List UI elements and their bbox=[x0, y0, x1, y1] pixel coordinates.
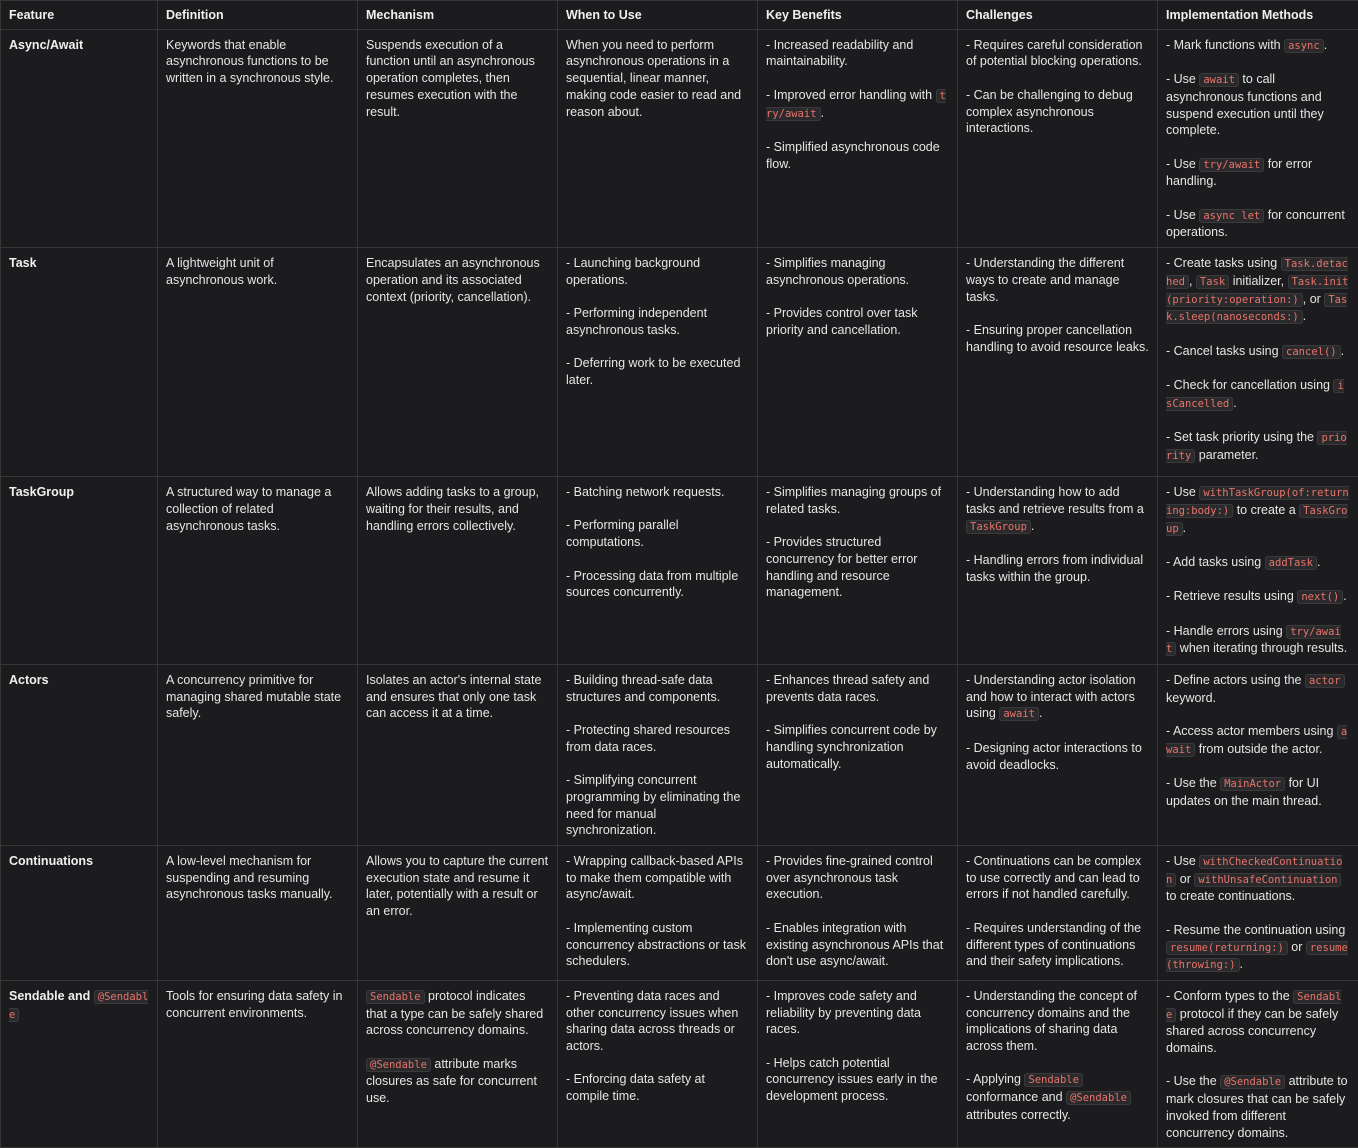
cell-paragraph bbox=[1166, 207, 1350, 241]
feature-cell bbox=[1, 477, 158, 665]
cell-text: - Performing parallel computations. bbox=[566, 518, 679, 549]
table-row bbox=[1, 980, 1358, 1147]
cell-text: conformance and bbox=[966, 1090, 1066, 1104]
cell-text: - Use the bbox=[1166, 776, 1220, 790]
methods-cell bbox=[1158, 980, 1358, 1147]
inline-code: priority bbox=[1166, 431, 1347, 463]
cell-text: - Add tasks using bbox=[1166, 555, 1265, 569]
cell-paragraph bbox=[966, 853, 1149, 903]
definition-cell bbox=[158, 665, 358, 846]
cell-text: - Use bbox=[1166, 485, 1199, 499]
cell-text: A lightweight unit of asynchronous work. bbox=[166, 256, 277, 287]
cell-paragraph bbox=[966, 484, 1149, 535]
cell-paragraph bbox=[566, 355, 749, 388]
cell-paragraph bbox=[1166, 484, 1350, 537]
cell-paragraph bbox=[1166, 429, 1350, 464]
cell-paragraph bbox=[1166, 922, 1350, 974]
definition-cell bbox=[158, 980, 358, 1147]
cell-text: - Understanding the concept of concurrency domains and the implications of sharing data across them. bbox=[966, 989, 1137, 1053]
cell-paragraph bbox=[966, 988, 1149, 1055]
feature-cell bbox=[1, 846, 158, 981]
cell-text: - Cancel tasks using bbox=[1166, 344, 1282, 358]
methods-cell bbox=[1158, 665, 1358, 846]
cell-paragraph bbox=[966, 920, 1149, 970]
cell-paragraph bbox=[766, 534, 949, 601]
cell-text: keyword. bbox=[1166, 691, 1216, 705]
cell-text: - Use bbox=[1166, 72, 1199, 86]
mechanism-cell bbox=[358, 477, 558, 665]
cell-text: protocol if they can be safely shared across concurrency domains. bbox=[1166, 1007, 1338, 1055]
cell-paragraph bbox=[1166, 775, 1350, 809]
cell-paragraph bbox=[566, 672, 749, 705]
cell-paragraph bbox=[1166, 71, 1350, 139]
cell-paragraph bbox=[1166, 377, 1350, 412]
mechanism-cell bbox=[358, 980, 558, 1147]
inline-code: Sendable bbox=[1166, 990, 1341, 1022]
cell-text: attributes correctly. bbox=[966, 1108, 1071, 1122]
cell-paragraph bbox=[966, 552, 1149, 585]
inline-code: Task.sleep(nanoseconds:) bbox=[1166, 293, 1347, 325]
cell-paragraph bbox=[166, 853, 349, 903]
challenges-cell bbox=[958, 248, 1158, 477]
cell-text: - Resume the continuation using bbox=[1166, 923, 1345, 937]
cell-text: - Create tasks using bbox=[1166, 256, 1281, 270]
header-definition: Definition bbox=[158, 1, 358, 30]
cell-paragraph bbox=[966, 255, 1149, 305]
cell-text: - Simplifies concurrent code by handling synchronization automatically. bbox=[766, 723, 937, 770]
cell-text: to create a bbox=[1233, 503, 1299, 517]
cell-text: Task bbox=[9, 256, 37, 270]
cell-text: or bbox=[1176, 872, 1194, 886]
cell-paragraph bbox=[1166, 1073, 1350, 1141]
cell-paragraph bbox=[766, 672, 949, 705]
cell-paragraph bbox=[766, 37, 949, 70]
challenges-cell bbox=[958, 29, 1158, 247]
mechanism-cell bbox=[358, 248, 558, 477]
inline-code: await bbox=[1166, 725, 1347, 757]
cell-text: Actors bbox=[9, 673, 49, 687]
cell-paragraph bbox=[366, 672, 549, 722]
cell-paragraph bbox=[966, 322, 1149, 355]
cell-paragraph bbox=[1166, 554, 1350, 572]
cell-text: - Increased readability and maintainability. bbox=[766, 38, 913, 69]
challenges-cell bbox=[958, 846, 1158, 981]
definition-cell bbox=[158, 29, 358, 247]
cell-text: - Can be challenging to debug complex asynchronous interactions. bbox=[966, 88, 1133, 135]
definition-cell bbox=[158, 846, 358, 981]
cell-text: . bbox=[1317, 555, 1320, 569]
cell-text: - Define actors using the bbox=[1166, 673, 1305, 687]
inline-code: @Sendable bbox=[1066, 1091, 1131, 1105]
cell-text: Allows you to capture the current execution state and resume it later, potentially with a result or an error. bbox=[366, 854, 548, 918]
cell-paragraph bbox=[966, 740, 1149, 773]
cell-text: - Understanding actor isolation and how to interact with actors using bbox=[966, 673, 1136, 720]
cell-paragraph bbox=[166, 255, 349, 288]
cell-text: for error handling. bbox=[1166, 157, 1312, 189]
cell-text: - Applying bbox=[966, 1072, 1024, 1086]
inline-code: resume(returning:) bbox=[1166, 941, 1288, 955]
inline-code: addTask bbox=[1265, 556, 1317, 570]
cell-text: - Implementing custom concurrency abstractions or task schedulers. bbox=[566, 921, 746, 968]
benefits-cell bbox=[758, 248, 958, 477]
inline-code: withUnsafeContinuation bbox=[1194, 873, 1341, 887]
cell-paragraph bbox=[366, 255, 549, 305]
inline-code: async let bbox=[1199, 209, 1264, 223]
definition-cell bbox=[158, 248, 358, 477]
cell-paragraph bbox=[9, 484, 149, 501]
cell-text: - Enforcing data safety at compile time. bbox=[566, 1072, 705, 1103]
inline-code: Sendable bbox=[366, 990, 425, 1004]
cell-text: - Provides control over task priority and cancellation. bbox=[766, 306, 917, 337]
cell-text: - Designing actor interactions to avoid deadlocks. bbox=[966, 741, 1142, 772]
challenges-cell bbox=[958, 665, 1158, 846]
cell-text: - Building thread-safe data structures and components. bbox=[566, 673, 720, 704]
cell-text: - Enables integration with existing asynchronous APIs that don't use async/await. bbox=[766, 921, 943, 968]
feature-cell bbox=[1, 248, 158, 477]
methods-cell bbox=[1158, 846, 1358, 981]
cell-text: . bbox=[1039, 706, 1042, 720]
cell-text: - Check for cancellation using bbox=[1166, 378, 1333, 392]
inline-code: try/await bbox=[1166, 625, 1341, 657]
cell-paragraph bbox=[9, 988, 149, 1023]
inline-code: await bbox=[999, 707, 1039, 721]
cell-text: Sendable and bbox=[9, 989, 94, 1003]
cell-paragraph bbox=[766, 87, 949, 122]
cell-text: Encapsulates an asynchronous operation and its associated context (priority, cancellation). bbox=[366, 256, 540, 303]
cell-text: When you need to perform asynchronous operations in a sequential, linear manner, making code easier to read and reason about. bbox=[566, 38, 741, 119]
cell-paragraph bbox=[9, 37, 149, 54]
cell-text: . bbox=[1183, 521, 1186, 535]
cell-paragraph bbox=[766, 255, 949, 288]
cell-text: from outside the actor. bbox=[1195, 742, 1322, 756]
cell-text: - Simplifying concurrent programming by eliminating the need for manual synchronization. bbox=[566, 773, 740, 837]
cell-text: - Requires careful consideration of potential blocking operations. bbox=[966, 38, 1142, 69]
mechanism-cell bbox=[358, 846, 558, 981]
cell-text: . bbox=[1240, 957, 1243, 971]
table-row bbox=[1, 248, 1358, 477]
cell-text: - Improved error handling with bbox=[766, 88, 936, 102]
cell-text: Tools for ensuring data safety in concurrent environments. bbox=[166, 989, 343, 1020]
when-to-use-cell bbox=[558, 477, 758, 665]
cell-paragraph bbox=[566, 722, 749, 755]
cell-text: . bbox=[1031, 519, 1034, 533]
mechanism-cell bbox=[358, 29, 558, 247]
cell-paragraph bbox=[366, 37, 549, 121]
inline-code: Task.init(priority:operation:) bbox=[1166, 275, 1348, 307]
cell-text: - Wrapping callback-based APIs to make them compatible with async/await. bbox=[566, 854, 743, 901]
cell-text: - Use bbox=[1166, 208, 1199, 222]
cell-text: - Improves code safety and reliability by preventing data races. bbox=[766, 989, 921, 1036]
table-row bbox=[1, 29, 1358, 247]
cell-paragraph bbox=[166, 988, 349, 1021]
inline-code: Task.detached bbox=[1166, 257, 1348, 289]
inline-code: async bbox=[1284, 39, 1324, 53]
cell-paragraph bbox=[166, 37, 349, 87]
cell-paragraph bbox=[1166, 37, 1350, 55]
header-key-benefits: Key Benefits bbox=[758, 1, 958, 30]
cell-paragraph bbox=[1166, 672, 1350, 706]
cell-paragraph bbox=[966, 1071, 1149, 1123]
cell-paragraph bbox=[9, 853, 149, 870]
cell-paragraph bbox=[1166, 988, 1350, 1057]
mechanism-cell bbox=[358, 665, 558, 846]
when-to-use-cell bbox=[558, 846, 758, 981]
cell-paragraph bbox=[566, 772, 749, 839]
cell-text: initializer, bbox=[1229, 274, 1287, 288]
inline-code: TaskGroup bbox=[1166, 504, 1348, 536]
cell-text: - Understanding the different ways to create and manage tasks. bbox=[966, 256, 1124, 303]
header-feature: Feature bbox=[1, 1, 158, 30]
cell-text: to create continuations. bbox=[1166, 889, 1295, 903]
inline-code: @Sendable bbox=[9, 990, 148, 1022]
cell-paragraph bbox=[1166, 723, 1350, 758]
cell-paragraph bbox=[566, 1071, 749, 1104]
table-row bbox=[1, 665, 1358, 846]
cell-text: . bbox=[1233, 396, 1236, 410]
inline-code: try/await bbox=[766, 89, 946, 121]
cell-paragraph bbox=[1166, 853, 1350, 905]
header-mechanism: Mechanism bbox=[358, 1, 558, 30]
cell-text: - Requires understanding of the different types of continuations and their safety implications. bbox=[966, 921, 1141, 968]
inline-code: Task bbox=[1196, 275, 1229, 289]
cell-paragraph bbox=[9, 255, 149, 272]
inline-code: TaskGroup bbox=[966, 520, 1031, 534]
cell-text: - Retrieve results using bbox=[1166, 589, 1297, 603]
cell-paragraph bbox=[766, 853, 949, 903]
cell-paragraph bbox=[566, 920, 749, 970]
cell-text: A low-level mechanism for suspending and resuming asynchronous tasks manually. bbox=[166, 854, 333, 901]
cell-text: when iterating through results. bbox=[1176, 641, 1347, 655]
table-row bbox=[1, 477, 1358, 665]
cell-paragraph bbox=[766, 484, 949, 517]
cell-text: . bbox=[1343, 589, 1346, 603]
when-to-use-cell bbox=[558, 29, 758, 247]
cell-text: - Launching background operations. bbox=[566, 256, 700, 287]
cell-text: , bbox=[1189, 274, 1196, 288]
cell-paragraph bbox=[366, 1056, 549, 1107]
cell-paragraph bbox=[566, 988, 749, 1055]
cell-text: A concurrency primitive for managing shared mutable state safely. bbox=[166, 673, 341, 720]
cell-text: - Provides structured concurrency for better error handling and resource management. bbox=[766, 535, 917, 599]
cell-paragraph bbox=[1166, 588, 1350, 606]
inline-code: isCancelled bbox=[1166, 379, 1344, 411]
cell-text: Async/Await bbox=[9, 38, 83, 52]
cell-text: - Use bbox=[1166, 157, 1199, 171]
cell-text: - Helps catch potential concurrency issues early in the development process. bbox=[766, 1056, 938, 1103]
cell-text: TaskGroup bbox=[9, 485, 74, 499]
cell-text: A structured way to manage a collection of related asynchronous tasks. bbox=[166, 485, 331, 532]
cell-paragraph bbox=[166, 672, 349, 722]
cell-text: - Simplifies managing groups of related tasks. bbox=[766, 485, 941, 516]
cell-paragraph bbox=[9, 672, 149, 689]
cell-text: - Set task priority using the bbox=[1166, 430, 1317, 444]
cell-paragraph bbox=[966, 87, 1149, 137]
cell-text: attribute marks closures as safe for concurrent use. bbox=[366, 1057, 537, 1105]
when-to-use-cell bbox=[558, 665, 758, 846]
cell-text: protocol indicates that a type can be safely shared across concurrency domains. bbox=[366, 989, 543, 1037]
header-implementation-methods: Implementation Methods bbox=[1158, 1, 1358, 30]
cell-text: - Handling errors from individual tasks within the group. bbox=[966, 553, 1143, 584]
cell-text: - Simplifies managing asynchronous operations. bbox=[766, 256, 909, 287]
cell-text: - Simplified asynchronous code flow. bbox=[766, 140, 940, 171]
cell-text: Keywords that enable asynchronous functions to be written in a synchronous style. bbox=[166, 38, 333, 85]
cell-text: . bbox=[1341, 344, 1344, 358]
inline-code: try/await bbox=[1199, 158, 1264, 172]
cell-paragraph bbox=[766, 988, 949, 1038]
cell-paragraph bbox=[566, 255, 749, 288]
when-to-use-cell bbox=[558, 248, 758, 477]
cell-text: parameter. bbox=[1195, 448, 1258, 462]
definition-cell bbox=[158, 477, 358, 665]
cell-paragraph bbox=[766, 920, 949, 970]
inline-code: withCheckedContinuation bbox=[1166, 855, 1342, 887]
cell-text: - Processing data from multiple sources concurrently. bbox=[566, 569, 738, 600]
cell-paragraph bbox=[766, 139, 949, 172]
cell-paragraph bbox=[366, 853, 549, 920]
cell-paragraph bbox=[966, 37, 1149, 70]
cell-text: - Deferring work to be executed later. bbox=[566, 356, 740, 387]
cell-paragraph bbox=[566, 568, 749, 601]
cell-paragraph bbox=[566, 37, 749, 121]
cell-text: - Access actor members using bbox=[1166, 724, 1337, 738]
cell-paragraph bbox=[566, 305, 749, 338]
challenges-cell bbox=[958, 477, 1158, 665]
cell-text: Isolates an actor's internal state and ensures that only one task can access it at a time. bbox=[366, 673, 541, 720]
cell-text: for concurrent operations. bbox=[1166, 208, 1345, 240]
cell-paragraph bbox=[1166, 156, 1350, 190]
cell-text: - Understanding how to add tasks and retrieve results from a bbox=[966, 485, 1144, 516]
cell-text: . bbox=[1324, 38, 1327, 52]
cell-paragraph bbox=[566, 853, 749, 903]
cell-paragraph bbox=[1166, 255, 1350, 326]
header-when-to-use: When to Use bbox=[558, 1, 758, 30]
inline-code: resume(throwing:) bbox=[1166, 941, 1348, 973]
methods-cell bbox=[1158, 248, 1358, 477]
cell-text: - Protecting shared resources from data races. bbox=[566, 723, 730, 754]
cell-text: or bbox=[1288, 940, 1306, 954]
inline-code: Sendable bbox=[1024, 1073, 1083, 1087]
cell-text: for UI updates on the main thread. bbox=[1166, 776, 1322, 808]
cell-text: Allows adding tasks to a group, waiting for their results, and handling errors collectively. bbox=[366, 485, 539, 532]
inline-code: next() bbox=[1297, 590, 1343, 604]
cell-text: - Enhances thread safety and prevents data races. bbox=[766, 673, 929, 704]
cell-text: - Ensuring proper cancellation handling to avoid resource leaks. bbox=[966, 323, 1149, 354]
cell-text: , or bbox=[1303, 292, 1325, 306]
cell-paragraph bbox=[1166, 343, 1350, 361]
benefits-cell bbox=[758, 846, 958, 981]
feature-cell bbox=[1, 980, 158, 1147]
benefits-cell bbox=[758, 980, 958, 1147]
inline-code: @Sendable bbox=[1220, 1075, 1285, 1089]
cell-text: attribute to mark closures that can be safely invoked from different concurrency domains. bbox=[1166, 1074, 1348, 1139]
cell-text: to call asynchronous functions and suspend execution until they complete. bbox=[1166, 72, 1324, 137]
cell-text: - Continuations can be complex to use correctly and can lead to errors if not handled carefully. bbox=[966, 854, 1141, 901]
cell-text: - Batching network requests. bbox=[566, 485, 724, 499]
inline-code: cancel() bbox=[1282, 345, 1341, 359]
feature-cell bbox=[1, 665, 158, 846]
cell-text: - Handle errors using bbox=[1166, 624, 1286, 638]
inline-code: await bbox=[1199, 73, 1239, 87]
cell-text: Continuations bbox=[9, 854, 93, 868]
methods-cell bbox=[1158, 29, 1358, 247]
cell-text: . bbox=[1303, 309, 1306, 323]
cell-paragraph bbox=[166, 484, 349, 534]
benefits-cell bbox=[758, 477, 958, 665]
inline-code: withTaskGroup(of:returning:body:) bbox=[1166, 486, 1349, 518]
inline-code: @Sendable bbox=[366, 1058, 431, 1072]
header-row bbox=[1, 1, 1358, 30]
cell-paragraph bbox=[766, 305, 949, 338]
cell-paragraph bbox=[566, 517, 749, 550]
cell-paragraph bbox=[366, 988, 549, 1039]
methods-cell bbox=[1158, 477, 1358, 665]
cell-text: Suspends execution of a function until an asynchronous operation completes, then resumes execution with the result. bbox=[366, 38, 535, 119]
when-to-use-cell bbox=[558, 980, 758, 1147]
benefits-cell bbox=[758, 665, 958, 846]
header-challenges: Challenges bbox=[958, 1, 1158, 30]
inline-code: actor bbox=[1305, 674, 1345, 688]
cell-text: - Preventing data races and other concurrency issues when sharing data across threads or actors. bbox=[566, 989, 738, 1053]
cell-paragraph bbox=[766, 1055, 949, 1105]
cell-paragraph bbox=[1166, 623, 1350, 658]
challenges-cell bbox=[958, 980, 1158, 1147]
cell-paragraph bbox=[366, 484, 549, 534]
cell-text: - Mark functions with bbox=[1166, 38, 1284, 52]
cell-text: - Provides fine-grained control over asynchronous task execution. bbox=[766, 854, 933, 901]
inline-code: MainActor bbox=[1220, 777, 1285, 791]
feature-cell bbox=[1, 29, 158, 247]
benefits-cell bbox=[758, 29, 958, 247]
table-row bbox=[1, 846, 1358, 981]
cell-text: - Conform types to the bbox=[1166, 989, 1293, 1003]
cell-text: . bbox=[821, 106, 824, 120]
cell-paragraph bbox=[766, 722, 949, 772]
cell-text: - Performing independent asynchronous tasks. bbox=[566, 306, 707, 337]
cell-paragraph bbox=[566, 484, 749, 501]
cell-text: - Use bbox=[1166, 854, 1199, 868]
cell-paragraph bbox=[966, 672, 1149, 723]
cell-text: - Use the bbox=[1166, 1074, 1220, 1088]
